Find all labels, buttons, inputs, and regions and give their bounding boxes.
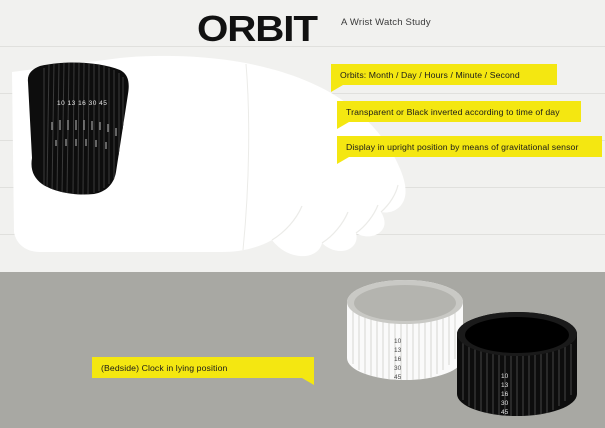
white-ring-value-30: 30: [394, 365, 402, 372]
callout-tail: [302, 378, 314, 385]
worn-watch-scale-label: 10 13 16 30 45: [57, 100, 108, 107]
black-ring-value-45: 45: [501, 409, 509, 416]
white-ring-value-10: 10: [394, 338, 402, 345]
callout-upright-display[interactable]: [337, 136, 602, 157]
white-ring-value-13: 13: [394, 347, 402, 354]
black-ring-value-10: 10: [501, 373, 509, 380]
callout-tail: [337, 157, 349, 164]
callout-transparency-label: Transparent or Black inverted according to time of day: [346, 106, 560, 117]
callout-tail: [331, 85, 343, 92]
black-ring-value-30: 30: [501, 400, 509, 407]
white-ring-lying: [345, 280, 465, 390]
callout-bedside-clock[interactable]: [92, 357, 314, 378]
page-subtitle: A Wrist Watch Study: [341, 17, 431, 28]
callout-orbits-label: Orbits: Month / Day / Hours / Minute / Second: [340, 69, 520, 80]
black-ring-lying: [455, 312, 579, 428]
black-ring-value-13: 13: [501, 382, 509, 389]
black-ring-scale: [501, 372, 508, 417]
callout-upright-display-label: Display in upright position by means of gravitational sensor: [346, 141, 579, 152]
white-ring-value-45: 45: [394, 374, 402, 381]
white-ring-scale: [394, 337, 401, 382]
black-ring-value-16: 16: [501, 391, 509, 398]
white-ring-value-16: 16: [394, 356, 402, 363]
callout-bedside-clock-label: (Bedside) Clock in lying position: [101, 362, 228, 373]
callout-transparency[interactable]: [337, 101, 581, 122]
page-title: ORBIT: [197, 8, 317, 49]
worn-watch-band: [22, 60, 134, 196]
callout-orbits[interactable]: [331, 64, 557, 85]
callout-tail: [337, 122, 349, 129]
